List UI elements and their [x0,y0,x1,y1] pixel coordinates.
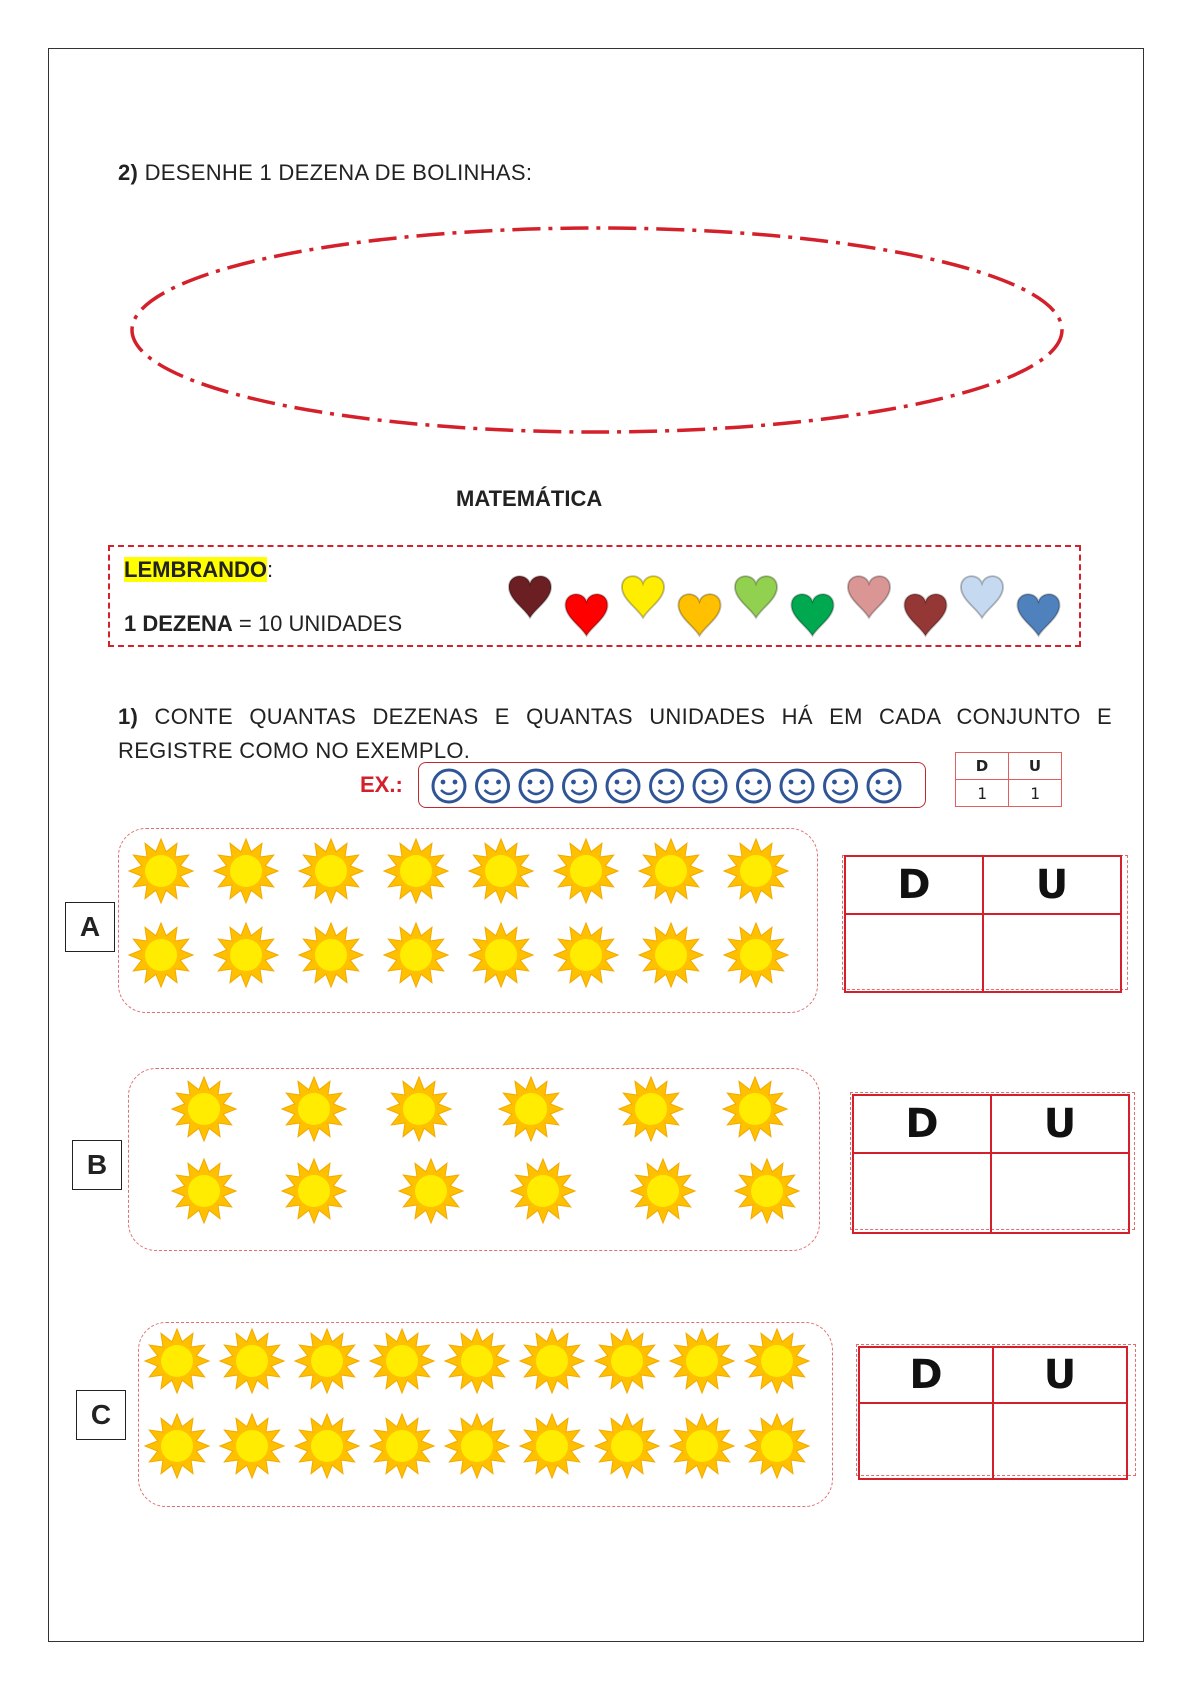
sun-icon [172,1159,236,1223]
question-2 [118,160,532,186]
sun-icon [511,1159,575,1223]
heart-icon [904,594,946,636]
set-a-answer-d[interactable] [845,914,983,992]
set-c-answer-d[interactable] [859,1403,993,1479]
smiley-icon [520,770,552,802]
heart-icon [735,576,777,618]
reminder-colon: : [267,557,274,582]
set-c-box [138,1322,833,1507]
example-value-u: 1 [1009,780,1062,807]
example-value-d: 1 [956,780,1009,807]
example-header-u: U [1009,753,1062,780]
heart-icon [509,576,551,618]
set-a-box [118,828,818,1013]
heart-icon [678,594,720,636]
sun-icon [639,923,703,987]
sun-icon [520,1329,584,1393]
example-label: EX.: [360,772,403,797]
set-c-answer-u[interactable] [993,1403,1127,1479]
sun-icon [469,839,533,903]
set-a-du-table [844,855,1122,993]
sun-icon [370,1329,434,1393]
example-header-d: D [956,753,1009,780]
smiley-icon [694,770,726,802]
sun-icon [670,1414,734,1478]
set-c-header-u: U [993,1347,1127,1403]
set-b-answer-u[interactable] [991,1153,1129,1233]
sun-icon [670,1329,734,1393]
sun-icon [295,1414,359,1478]
reminder-equation-bold: 1 DEZENA [124,611,233,636]
heart-icon [961,576,1003,618]
smiley-icon [868,770,900,802]
sun-icon [595,1329,659,1393]
set-a-answer-u[interactable] [983,914,1121,992]
sun-icon [214,923,278,987]
question-2-text: DESENHE 1 DEZENA DE BOLINHAS: [144,160,533,185]
set-c-suns [139,1323,834,1508]
set-b-label: B [72,1140,122,1190]
reminder-label [124,557,273,583]
set-b-du-table [852,1094,1130,1234]
reminder-equation [124,611,402,637]
page-title: MATEMÁTICA [456,486,603,511]
reminder-equation-rest: = 10 UNIDADES [232,611,403,636]
heart-icon [848,576,890,618]
sun-icon [554,839,618,903]
sun-icon [282,1159,346,1223]
sun-icon [282,1077,346,1141]
sun-icon [295,1329,359,1393]
sun-icon [299,839,363,903]
smiley-icon [738,770,770,802]
set-b-suns [129,1069,821,1252]
sun-icon [520,1414,584,1478]
sun-icon [554,923,618,987]
question-2-number: 2) [118,160,139,185]
smiley-icon [433,770,465,802]
sun-icon [724,839,788,903]
smiley-icon [564,770,596,802]
set-a-header-u: U [983,856,1121,914]
sun-icon [445,1329,509,1393]
sun-icon [399,1159,463,1223]
sun-icon [299,923,363,987]
sun-icon [724,923,788,987]
sun-icon [499,1077,563,1141]
set-a-label: A [65,902,115,952]
question-1-text: CONTE QUANTAS DEZENAS E QUANTAS UNIDADES HÁ EM CADA CONJUNTO E REGISTRE COMO NO EXEMPLO. [118,704,1112,763]
heart-icon [622,576,664,618]
sun-icon [469,923,533,987]
sun-icon [129,923,193,987]
heart-icon [565,594,607,636]
question-1-number: 1) [118,704,139,729]
hearts-illustration [500,563,1080,643]
sun-icon [723,1077,787,1141]
drawing-oval-area[interactable] [122,222,1072,442]
sun-icon [214,839,278,903]
sun-icon [745,1414,809,1478]
set-b-header-u: U [991,1095,1129,1153]
example-box [418,762,926,808]
smiley-icon [477,770,509,802]
sun-icon [745,1329,809,1393]
sun-icon [631,1159,695,1223]
sun-icon [387,1077,451,1141]
sun-icon [384,839,448,903]
sun-icon [445,1414,509,1478]
example-du-table [955,752,1062,807]
sun-icon [619,1077,683,1141]
smiley-icon [651,770,683,802]
sun-icon [220,1414,284,1478]
set-c-label: C [76,1390,126,1440]
set-b-answer-d[interactable] [853,1153,991,1233]
set-a-suns [119,829,819,1014]
sun-icon [172,1077,236,1141]
sun-icon [145,1329,209,1393]
heart-icon [1017,594,1059,636]
set-c-du-table [858,1346,1128,1480]
sun-icon [129,839,193,903]
sun-icon [220,1329,284,1393]
smiley-icon [607,770,639,802]
smiley-icon [825,770,857,802]
set-b-box [128,1068,820,1251]
reminder-box [108,545,1081,647]
set-c-header-d: D [859,1347,993,1403]
set-b-header-d: D [853,1095,991,1153]
sun-icon [735,1159,799,1223]
sun-icon [595,1414,659,1478]
sun-icon [639,839,703,903]
sun-icon [370,1414,434,1478]
sun-icon [145,1414,209,1478]
smiley-icon [781,770,813,802]
reminder-highlight: LEMBRANDO [124,557,267,582]
example-smileys [427,767,917,805]
set-a-header-d: D [845,856,983,914]
heart-icon [791,594,833,636]
sun-icon [384,923,448,987]
